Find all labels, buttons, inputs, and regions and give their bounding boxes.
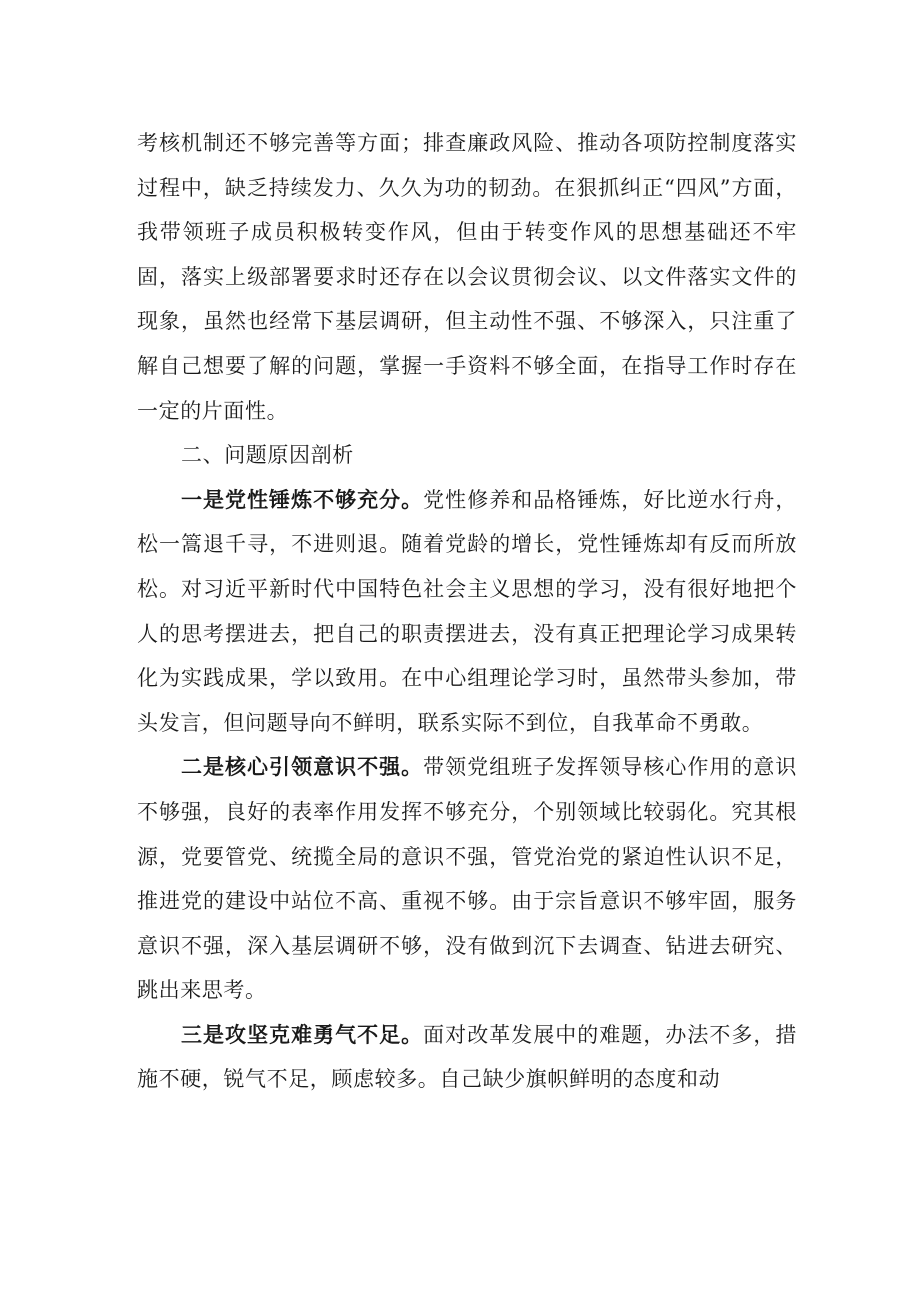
cause-paragraph-3 — [137, 1013, 797, 1102]
continuation-paragraph — [137, 121, 797, 433]
cause-text-2: 带领党组班子发挥领导核心作用的意识不够强，良好的表率作用发挥不够充分，个别领域比较弱化。究其根源，党要管党、统揽全局的意识不强，管党治党的紧迫性认识不足，推进党的建设中站位不高、重视不够。由于宗旨意识不够牢固，服务意识不强，深入基层调研不够，没有做到沉下去调查、钻进去研究、跳出来思考。 — [137, 755, 797, 1003]
continuation-text: 考核机制还不够完善等方面；排查廉政风险、推动各项防控制度落实过程中，缺乏持续发力、久久为功的韧劲。在狠抓纠正“四风”方面，我带领班子成员积极转变作风，但由于转变作风的思想基础还不牢固，落实上级部署要求时还存在以会议贯彻会议、以文件落实文件的现象，虽然也经常下基层调研，但主动性不强、不够深入，只注重了解自己想要了解的问题，掌握一手资料不够全面，在指导工作时存在一定的片面性。 — [137, 131, 797, 423]
cause-text-3: 面对改革发展中的难题，办法不多，措施不硬，锐气不足，顾虑较多。自己缺少旗帜鲜明的态度和动 — [137, 1022, 797, 1092]
cause-paragraph-2 — [137, 745, 797, 1013]
cause-paragraph-1 — [137, 478, 797, 746]
cause-lead-2: 二是核心引领意识不强。 — [181, 755, 424, 780]
section-heading: 二、问题原因剖析 — [181, 443, 354, 468]
cause-lead-1: 一是党性锤炼不够充分。 — [181, 487, 424, 512]
document-body — [137, 121, 797, 1102]
cause-text-1: 党性修养和品格锤炼，好比逆水行舟，松一篙退千寻，不进则退。随着党龄的增长，党性锤炼却有反而所放松。对习近平新时代中国特色社会主义思想的学习，没有很好地把个人的思考摆进去，把自己的职责摆进去，没有真正把理论学习成果转化为实践成果，学以致用。在中心组理论学习时，虽然带头参加，带头发言，但问题导向不鲜明，联系实际不到位，自我革命不勇敢。 — [137, 487, 797, 735]
cause-lead-3: 三是攻坚克难勇气不足。 — [181, 1022, 424, 1047]
